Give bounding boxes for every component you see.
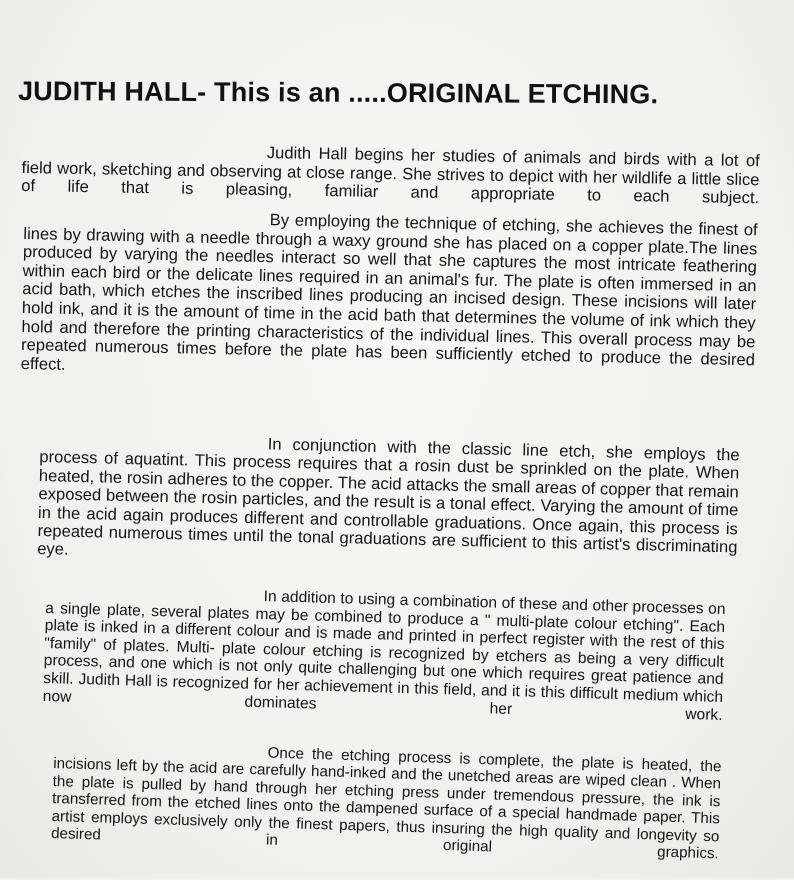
paragraph-printing (50, 738, 721, 880)
paragraph-text: By employing the technique of etching, she achieves the finest of lines by drawing with a needle through a waxy ground she has placed on a copper plate.The lines produced by varying the needles interact so well that she captures the most intricate feathering within each bird or the delicate lines required in an animal's fur. The plate is often immersed in an acid bath, which etches the inscribed lines producing an incised design. These incisions will later hold ink, and it is the amount of time in the acid bath that determines the volume of ink which they hold and therefore the printing characteristics of the individual lines. This overall process may be repeated numerous times before the plate has been sufficiently etched to produce the desired effect. (20, 210, 758, 374)
document-title: JUDITH HALL- This is an .....ORIGINAL ETCHING. (17, 76, 659, 110)
paragraph-text: In conjunction with the classic line etch, she employs the process of aquatint. This process requires that a rosin dust be sprinkled on the plate. When heated, the rosin adheres to the copper. The acid attacks the small areas of copper that remain exposed between the rosin particles, and the result is a tonal effect. Varying the amount of time in the acid again produces different and controllable graduations. Once again, this process is repeated numerous times until the tonal graduations are sufficient to this artist's discriminating eye. (36, 434, 740, 560)
paragraph-text: Judith Hall begins her studies of animals and birds with a lot of field work, sketching and observing at close range. She strives to depict with her wildlife a little slice of life that is pleasing, familiar and appropriate to each subject. (21, 143, 760, 208)
paragraph-text: Once the etching process is complete, the plate is heated, the incisions left by the acid are carefully hand-inked and the unetched areas are wiped clean . When the plate is pulled by hand through her etching press under tremendous pressure, the ink is transferred from the etched lines onto the dampened surface of a special handmade paper. This artist employs exclusively only the finest papers, thus insuring the high quality and longevity so desired in original graphics. (50, 744, 722, 863)
paragraph-text: In addition to using a combination of these and other processes on a single plate, several plates may be combined to produce a " multi-plate colour etching". Each plate is inked in a different colour and is made and printed in perfect register with the rest of this "family" of plates. Multi- plate colour etching is recognized by etchers as being a very difficult process, and one which is not only quite challenging but one which requires great patience and skill. Judith Hall is recognized for her achievement in this field, and it is this difficult medium which now dominates her work. (42, 588, 726, 724)
paragraph-multi-plate (42, 582, 726, 742)
paragraph-etching-technique (20, 206, 758, 407)
paragraph-aquatint (37, 430, 740, 594)
